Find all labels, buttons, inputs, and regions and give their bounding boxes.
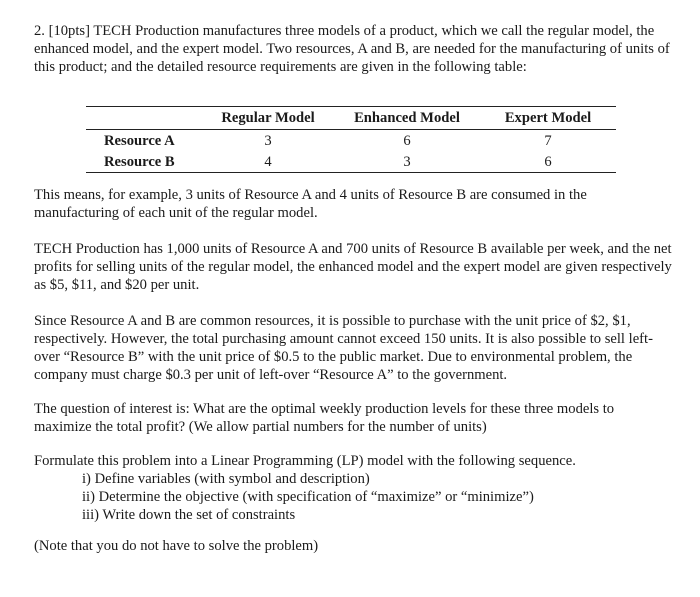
table-cell: 3	[264, 132, 272, 149]
table-header-expert: Expert Model	[480, 107, 616, 130]
problem-intro: 2. [10pts] TECH Production manufactures three models of a product, which we call the regular model, the enhanced model, and the expert model. Two resources, A and B, are needed for the manufacturing of units of this product; and the detailed resource requirements are given in the following table:	[34, 23, 670, 75]
table-cell: 7	[544, 132, 552, 149]
table-cell: 3	[334, 151, 480, 173]
list-item: ii) Determine the objective (with specification of “maximize” or “minimize”)	[82, 489, 534, 505]
table-cell: 6	[480, 151, 616, 173]
table-header-corner	[86, 107, 202, 130]
question-paragraph: The question of interest is: What are the optimal weekly production levels for these three models to maximize the total profit? (We allow partial numbers for the number of units)	[34, 401, 615, 435]
table-row	[86, 151, 616, 173]
row-label-resource-b: Resource B	[86, 151, 202, 173]
table-header-enhanced: Enhanced Model	[334, 107, 480, 130]
table-header-regular: Regular Model	[202, 107, 334, 130]
table-cell: 6	[403, 132, 411, 149]
table-cell: 4	[202, 151, 334, 173]
list-item: i) Define variables (with symbol and description)	[82, 471, 370, 487]
list-item: iii) Write down the set of constraints	[82, 507, 296, 523]
row-label-resource-a: Resource A	[104, 132, 175, 149]
resource-requirements-table	[86, 106, 616, 173]
table-header-row	[86, 107, 616, 130]
capacity-paragraph: TECH Production has 1,000 units of Resource A and 700 units of Resource B available per week, and the net profits for selling units of the regular model, the enhanced model and the expert model are given respectively as $5, $11, and $20 per unit.	[34, 241, 672, 293]
purchase-paragraph: Since Resource A and B are common resources, it is possible to purchase with the unit price of $2, $1, respectively. However, the total purchasing amount cannot exceed 150 units. It is also possible to sell left-over “Resource B” with the unit price of $0.5 to the public market. Due to environmental problem, the company must charge $0.3 per unit of left-over “Resource A” to the government.	[34, 313, 653, 383]
note-paragraph: (Note that you do not have to solve the problem)	[34, 538, 319, 554]
table-row	[86, 130, 616, 152]
formulate-instruction: Formulate this problem into a Linear Programming (LP) model with the following sequence.	[34, 453, 576, 469]
example-paragraph: This means, for example, 3 units of Resource A and 4 units of Resource B are consumed in the manufacturing of each unit of the regular model.	[34, 187, 587, 221]
formulation-steps	[82, 470, 534, 524]
